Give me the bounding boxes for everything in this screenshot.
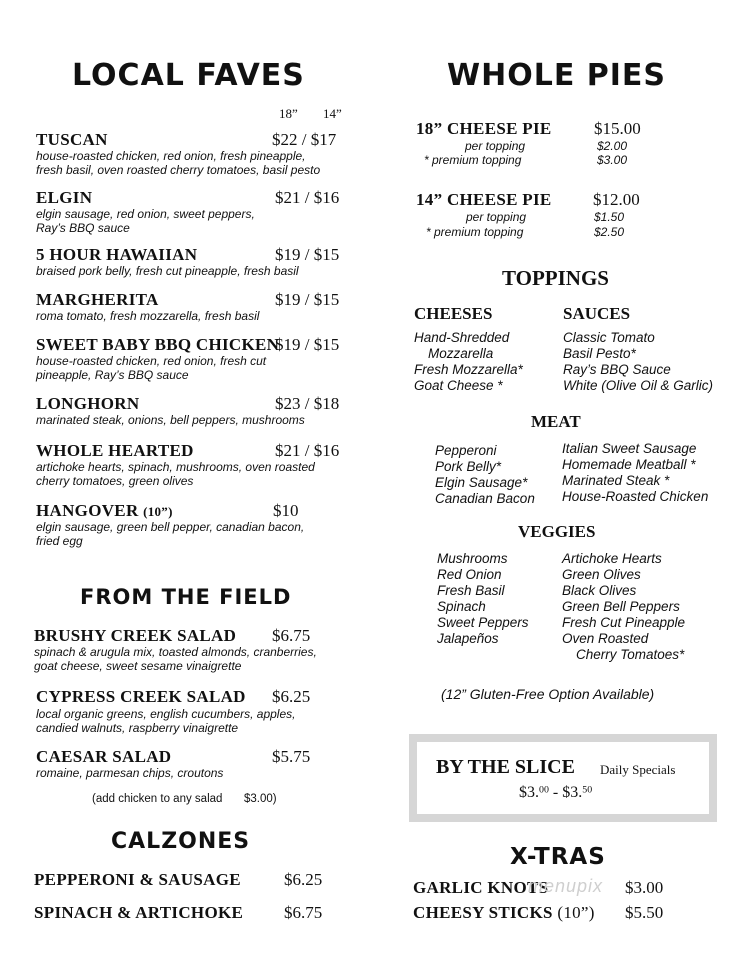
menu-item-desc: local organic greens, english cucumbers, apples, candied walnuts, raspberry vinaigrette [36,707,296,735]
meat-title: MEAT [531,412,581,431]
cheeses-title: CHEESES [414,304,493,323]
menu-item-name: TUSCAN [36,130,108,149]
menu-item-desc: elgin sausage, red onion, sweet peppers, Ray’s BBQ sauce [36,207,255,235]
per-topping-price: $1.50 [594,210,625,224]
menu-item-name: CYPRESS CREEK SALAD [36,687,246,706]
per-topping-label: per topping [465,139,526,153]
veggies-list-right: Artichoke Hearts Green Olives Black Olives Green Bell Peppers Fresh Cut Pineapple Oven Roasted Cherry Tomatoes* [562,551,686,662]
menu-item-name: CAESAR SALAD [36,747,172,766]
menu-item-price: $19 / $15 [275,245,340,264]
menu-item-name: HANGOVER (10”) [36,501,173,520]
add-chicken-note: (add chicken to any salad [92,793,223,805]
menu-item-name: SPINACH & ARTICHOKE [34,903,244,922]
per-topping-price: $2.00 [597,139,628,153]
gluten-free-note: (12” Gluten-Free Option Available) [441,686,655,702]
menu-item-price: $22 / $17 [272,130,337,149]
by-the-slice-title: BY THE SLICE [436,756,575,778]
from-the-field-title: FROM THE FIELD [80,585,292,609]
menu-item-price: $23 / $18 [275,394,340,413]
xtras-title: X-TRAS [510,844,606,870]
menu-item-desc: elgin sausage, green bell pepper, canadian bacon, fried egg [36,520,305,548]
premium-topping-price: $2.50 [594,225,625,239]
toppings-title: TOPPINGS [502,266,609,290]
local-faves-title: LOCAL FAVES [72,58,305,93]
menu-item-name: SWEET BABY BBQ CHICKEN [36,335,280,354]
menu-item-name: CHEESY STICKS (10”) [413,903,595,922]
menu-item-desc: house-roasted chicken, red onion, fresh pineapple, fresh basil, oven roasted cherry tomatoes, basil pesto [36,149,321,177]
pie-name: 18” CHEESE PIE [416,119,552,138]
meat-list-left: Pepperoni Pork Belly* Elgin Sausage* Canadian Bacon [435,443,535,506]
premium-topping-price: $3.00 [597,153,628,167]
menu-item-price: $6.25 [284,870,323,889]
menu-item-price: $19 / $15 [275,335,340,354]
by-the-slice-price: $3.00 - $3.50 [519,784,593,801]
menu-item-desc: spinach & arugula mix, toasted almonds, cranberries, goat cheese, sweet sesame vinaigrette [34,645,317,673]
sauces-list: Classic Tomato Basil Pesto* Ray’s BBQ Sauce White (Olive Oil & Garlic) [563,330,714,393]
menu-item-name: BRUSHY CREEK SALAD [34,626,237,645]
cheeses-list: Hand-Shredded Mozzarella Fresh Mozzarella* Goat Cheese * [414,330,523,393]
menu-item-name: MARGHERITA [36,290,159,309]
menu-item-price: $21 / $16 [275,188,340,207]
menu-item-name: PEPPERONI & SAUSAGE [34,870,241,889]
menu-item-name: GARLIC KNOTS [413,878,549,897]
watermark: menupix [528,876,604,896]
premium-topping-label: * premium topping [426,225,524,239]
pie-price: $15.00 [594,119,641,138]
veggies-list-left: Mushrooms Red Onion Fresh Basil Spinach Sweet Peppers Jalapeños [437,551,529,646]
menu-item-price: $19 / $15 [275,290,340,309]
per-topping-label: per topping [466,210,527,224]
by-the-slice-subtitle: Daily Specials [600,762,676,777]
menu-item-price: $3.00 [625,878,664,897]
meat-list-right: Italian Sweet Sausage Homemade Meatball * Marinated Steak * House-Roasted Chicken [562,441,709,504]
premium-topping-label: * premium topping [424,153,522,167]
menu-item-name: LONGHORN [36,394,140,413]
menu-item-price: $21 / $16 [275,441,340,460]
menu-item-price: $5.75 [272,747,311,766]
menu-item-desc: roma tomato, fresh mozzarella, fresh basil [36,309,260,323]
add-chicken-price: $3.00) [244,793,277,805]
whole-pies-title: WHOLE PIES [447,58,667,93]
sauces-title: SAUCES [563,304,631,323]
menu-item-price: $6.25 [272,687,311,706]
size-header-18: 18” [279,106,298,121]
menu-item-price: $6.75 [272,626,311,645]
menu-item-name: WHOLE HEARTED [36,441,194,460]
pie-price: $12.00 [593,190,640,209]
menu-item-desc: house-roasted chicken, red onion, fresh cut pineapple, Ray’s BBQ sauce [36,354,267,382]
menu-item-name: ELGIN [36,188,93,207]
menu-item-desc: braised pork belly, fresh cut pineapple, fresh basil [36,264,299,278]
menu-item-price: $5.50 [625,903,664,922]
menu-item-desc: artichoke hearts, spinach, mushrooms, oven roasted cherry tomatoes, green olives [36,460,315,488]
calzones-title: CALZONES [111,829,251,854]
menu-item-name: 5 HOUR HAWAIIAN [36,245,198,264]
menu-item-desc: romaine, parmesan chips, croutons [36,766,224,780]
menu-item-desc: marinated steak, onions, bell peppers, mushrooms [36,413,305,427]
menu-item-price: $6.75 [284,903,323,922]
size-header-14: 14” [323,106,342,121]
veggies-title: VEGGIES [518,522,596,541]
menu-item-price: $10 [273,501,299,520]
pie-name: 14” CHEESE PIE [416,190,552,209]
